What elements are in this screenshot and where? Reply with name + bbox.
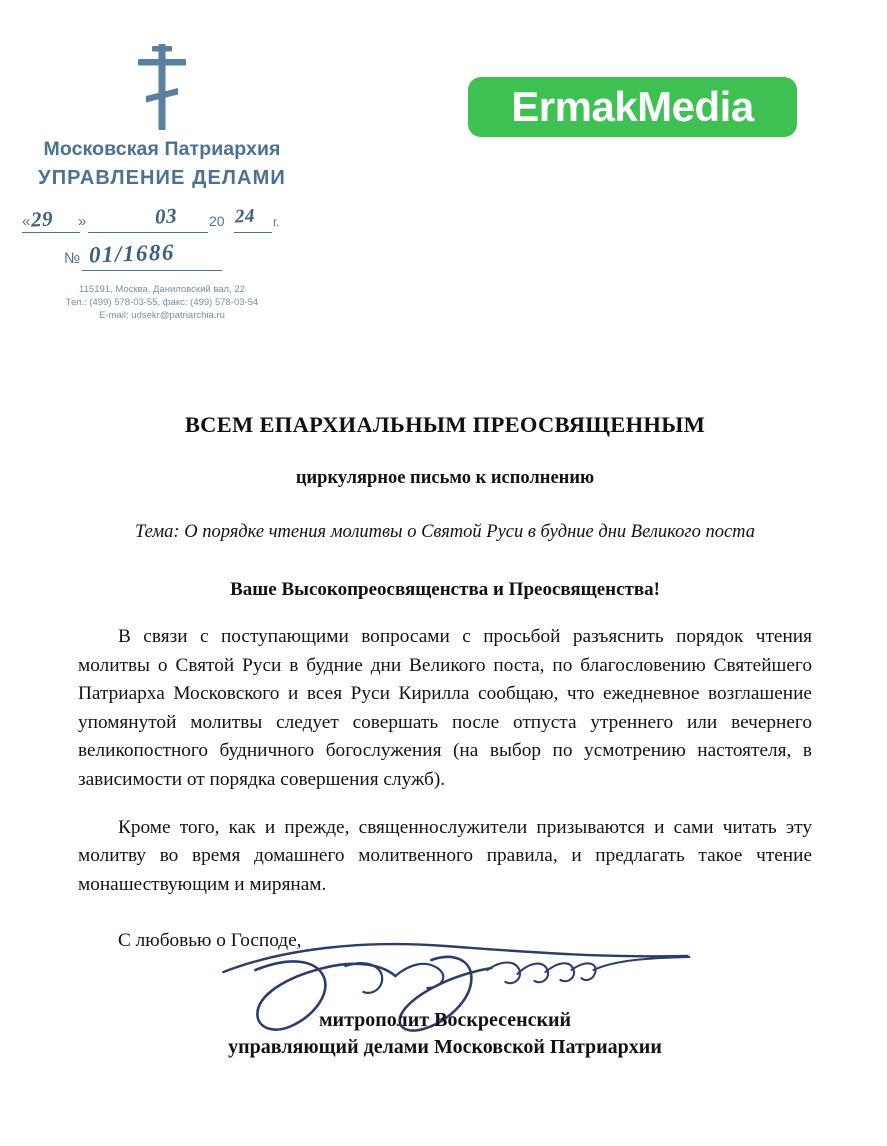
date-month-rule bbox=[88, 232, 208, 233]
body-paragraph: В связи с поступающими вопросами с просьбой разъяснить порядок чтения молитвы о Святой Руси в будние дни Великого поста, по благословению Святейшего Патриарха Московского и всея Руси Кирилла сообщаю, что ежедневное возглашение упомянутой молитвы следует совершать после отпуста утреннего или вечернего великопостного будничного богослужения (на выбор по усмотрению настоятеля, в зависимости от порядка совершения служб). bbox=[78, 626, 812, 790]
date-year-suffix: г. bbox=[273, 215, 280, 229]
date-day-rule bbox=[22, 232, 80, 233]
orthodox-cross-icon bbox=[22, 38, 302, 136]
date-year-prefix: 20 bbox=[209, 213, 225, 229]
date-day-value: 29 bbox=[30, 206, 54, 232]
document-kind-heading: циркулярное письмо к исполнению bbox=[295, 468, 595, 488]
organization-name: Московская Патриархия bbox=[43, 138, 281, 160]
document-number-rule bbox=[82, 270, 222, 271]
salutation: Ваше Высокопреосвященства и Преосвященства! bbox=[230, 579, 660, 600]
document-body bbox=[78, 412, 812, 952]
addressee-heading: ВСЕМ ЕПАРХИАЛЬНЫМ ПРЕОСВЯЩЕННЫМ bbox=[184, 412, 706, 437]
signatory-title bbox=[78, 1007, 812, 1061]
contact-address: 115191, Москва, Даниловский вал, 22 bbox=[79, 284, 245, 295]
document-number-value: 01/1686 bbox=[88, 239, 176, 268]
department-name: УПРАВЛЕНИЕ ДЕЛАМИ bbox=[38, 167, 286, 189]
watermark-badge bbox=[468, 77, 797, 137]
closing-line: С любовью о Господе, bbox=[118, 929, 302, 951]
date-year-value: 24 bbox=[234, 205, 256, 228]
contact-block bbox=[22, 283, 302, 322]
document-number-line bbox=[22, 241, 302, 275]
signature-block bbox=[78, 930, 812, 1089]
date-quote-open: « bbox=[22, 213, 31, 230]
contact-email: E-mail: udsekr@patriarchia.ru bbox=[99, 310, 225, 321]
watermark-label: ErmakMedia bbox=[511, 83, 754, 130]
signatory-role: управляющий делами Московской Патриархии bbox=[228, 1036, 662, 1058]
date-line bbox=[22, 201, 302, 237]
number-sign-label: № bbox=[64, 250, 81, 267]
date-year-rule bbox=[234, 232, 272, 233]
body-paragraph: Кроме того, как и прежде, священнослужители призываются и сами читать эту молитву во время домашнего молитвенного правила, и предлагать такое чтение монашествующим и мирянам. bbox=[78, 816, 812, 896]
date-month-value: 03 bbox=[154, 203, 178, 229]
contact-phone: Тел.: (499) 578-03-55, факс: (499) 578-03-54 bbox=[65, 297, 259, 308]
signatory-rank: митрополит Воскресенский bbox=[318, 1009, 572, 1031]
date-quote-close: » bbox=[78, 213, 87, 230]
subject-line: Тема: О порядке чтения молитвы о Святой Руси в будние дни Великого поста bbox=[135, 522, 755, 542]
letterhead bbox=[22, 38, 302, 322]
